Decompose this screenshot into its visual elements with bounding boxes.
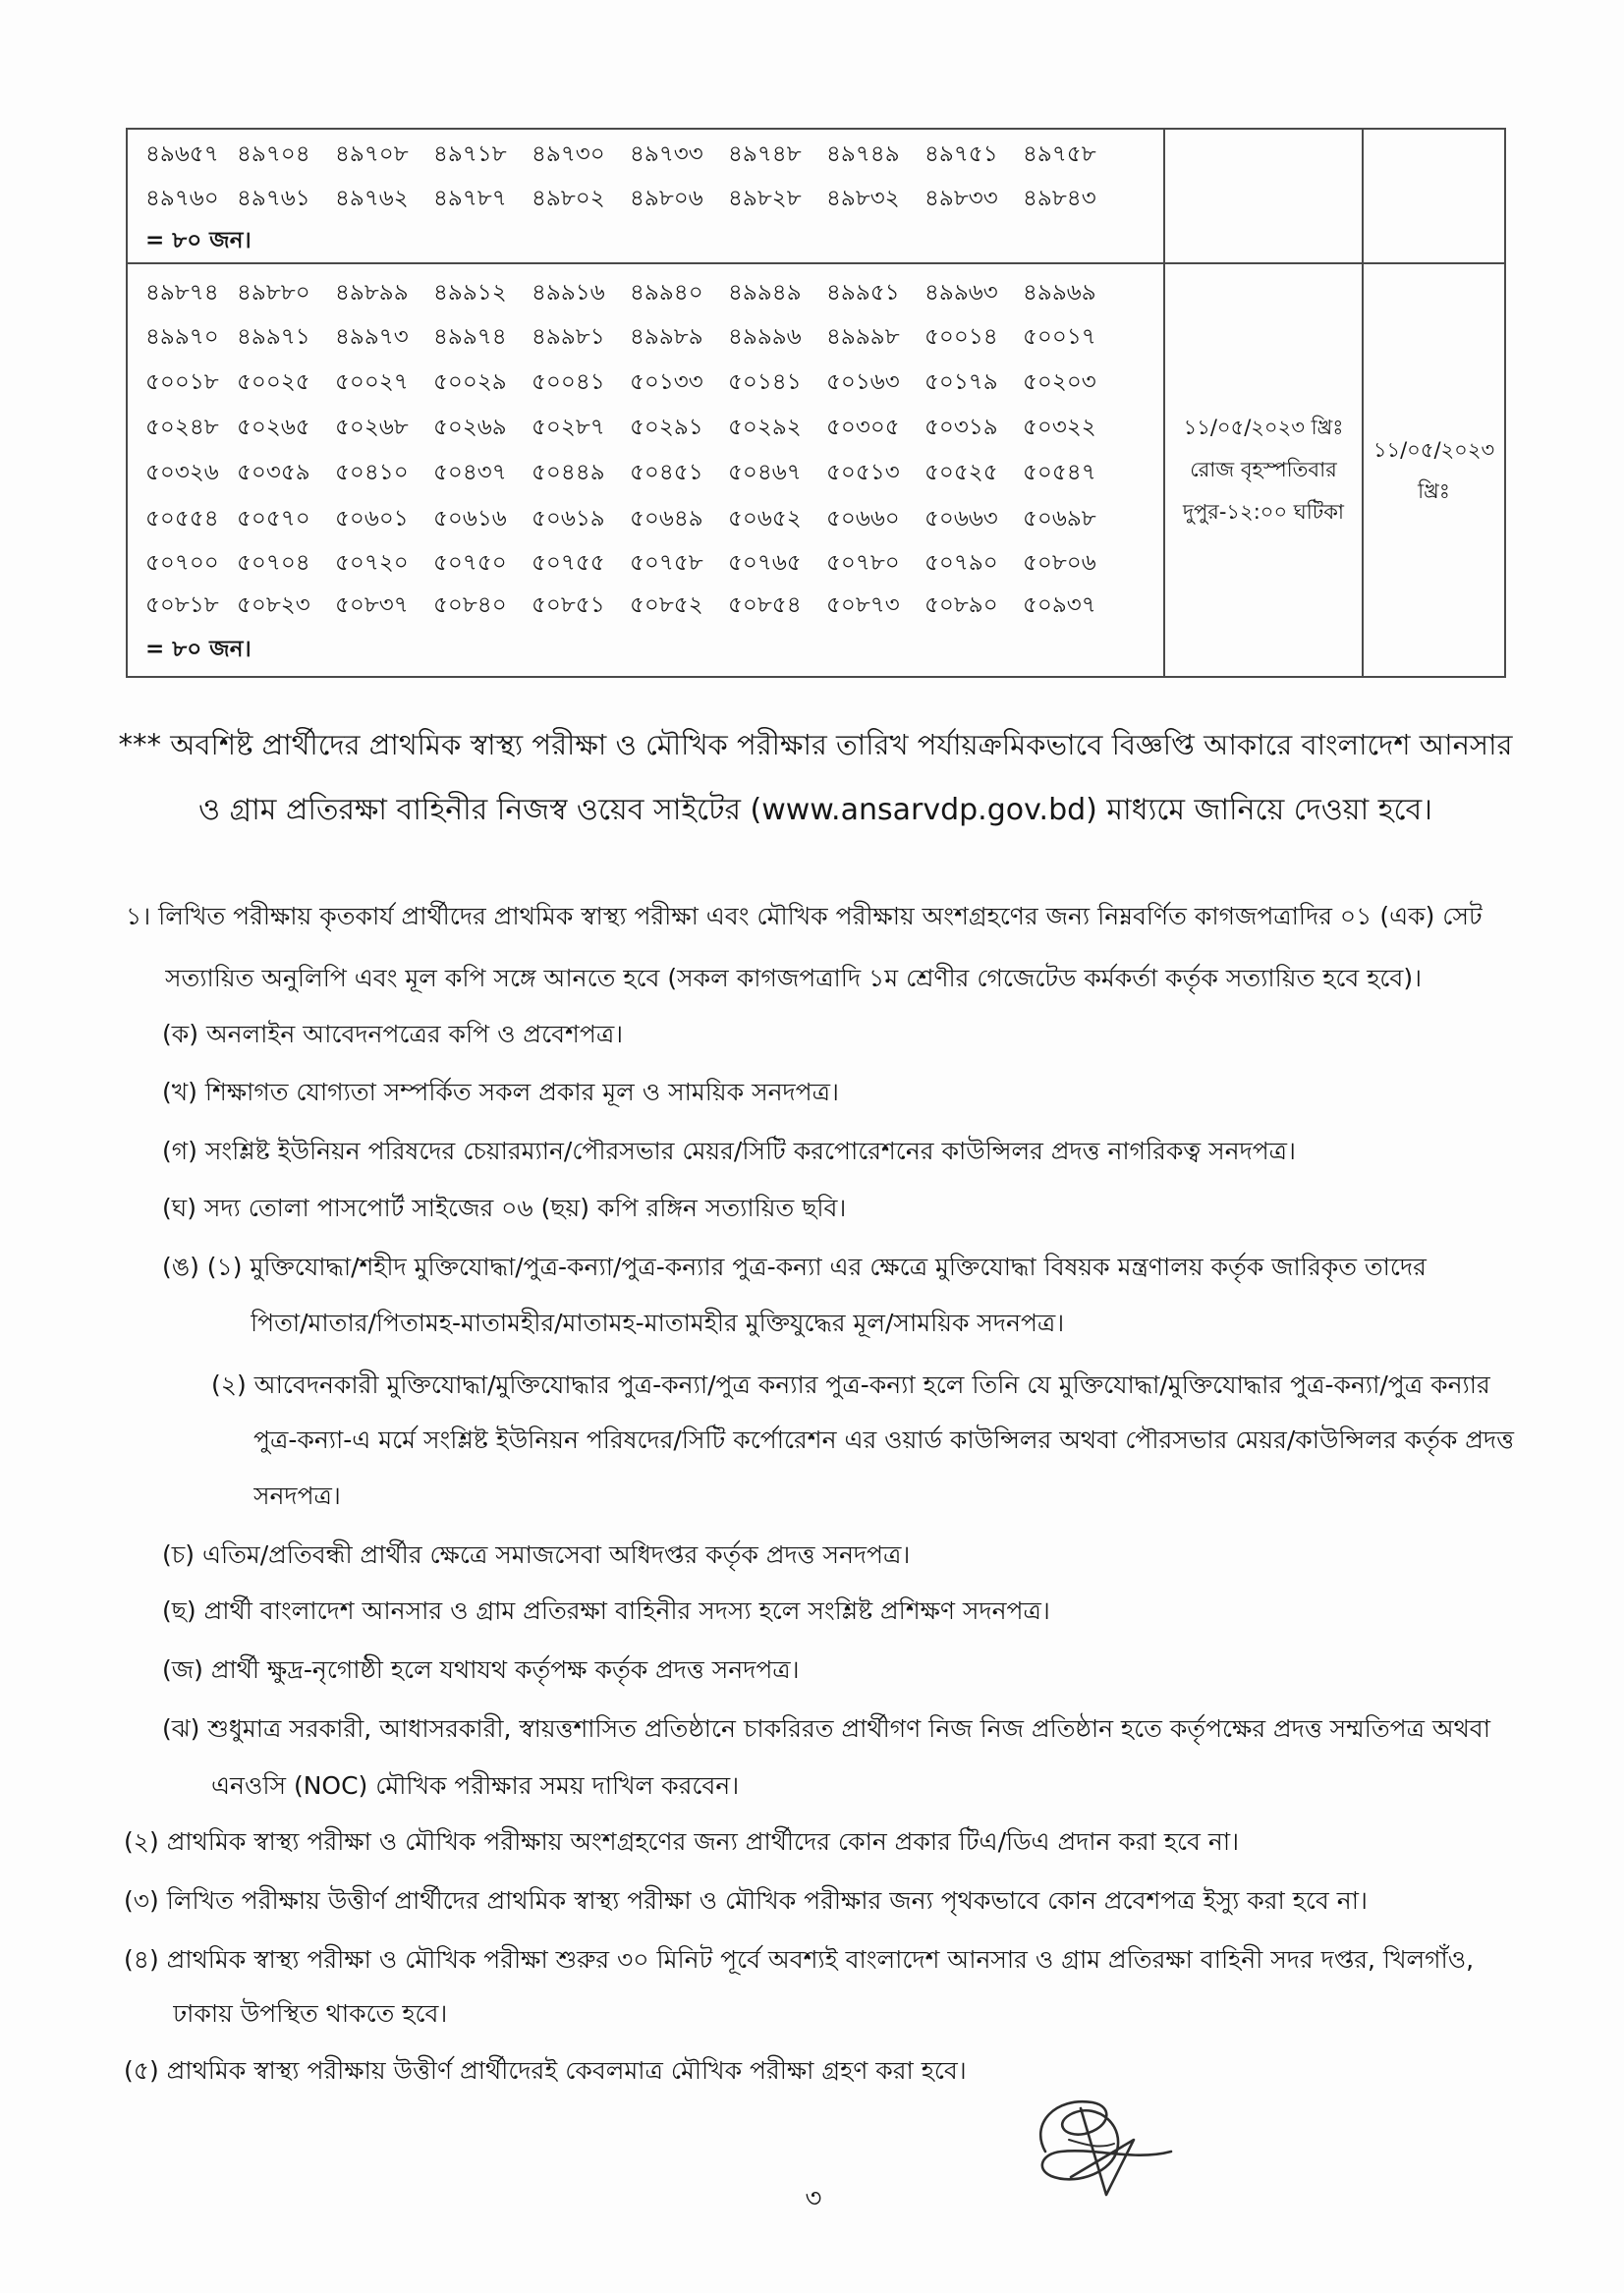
roll-number: ৫০৮৫২ xyxy=(630,592,703,618)
signature xyxy=(1012,2081,1184,2218)
roll-number: ৪৯৭৬২ xyxy=(335,186,409,211)
roll-number: ৫০৬৪৯ xyxy=(630,506,703,531)
roll-number: ৫০০১৪ xyxy=(924,324,998,350)
requirement-intro-line-2: সত্যায়িত অনুলিপি এবং মূল কপি সঙ্গে আনতে হবে (সকল কাগজপত্রাদি ১ম শ্রেণীর গেজেটেড কর্মকর্তা কর্তৃক সত্যায়িত হবে হবে)। xyxy=(165,964,1423,992)
roll-number: ৪৯৭৫৮ xyxy=(1023,141,1096,167)
roll-number: ৫০৭৫৫ xyxy=(532,550,605,576)
roll-number: ৫০৮০৬ xyxy=(1023,550,1096,576)
roll-number: ৫০৭৬৫ xyxy=(728,550,802,576)
roll-number: ৪৯৯১২ xyxy=(433,280,507,306)
roll-number: ৫০৬৯৮ xyxy=(1023,506,1096,531)
exam-date: ১১/০৫/২০২৩ খ্রিঃ xyxy=(1183,416,1344,439)
roll-number: ৫০০১৭ xyxy=(1023,324,1096,350)
roll-number: ৪৯৭১৮ xyxy=(433,141,507,167)
roll-number: ৪৯৯৯৮ xyxy=(826,324,900,350)
roll-cell-row-2 xyxy=(128,264,1165,678)
roll-number: ৪৯৭৫১ xyxy=(924,141,998,167)
roll-number: ৪৯৭৪৮ xyxy=(728,141,802,167)
roll-number: ৫০৯৩৭ xyxy=(1023,592,1096,618)
roll-number: ৪৯৭৮৭ xyxy=(433,186,507,211)
roll-number: ৫০৪৩৭ xyxy=(433,460,507,485)
roll-number: ৪৯৭৩০ xyxy=(532,141,605,167)
requirement-uma-2-line-3: সনদপত্র। xyxy=(253,1482,341,1510)
roll-number: ৫০৭৫৮ xyxy=(630,550,703,576)
roll-line xyxy=(145,455,1121,490)
roll-number: ৪৯৭৬০ xyxy=(145,186,219,211)
roll-number: ৫০৬১৯ xyxy=(532,506,605,531)
note-4-line-2: ঢাকায় উপস্থিত থাকতে হবে। xyxy=(173,1999,448,2028)
roll-number: ৪৯৯৭৪ xyxy=(433,324,507,350)
requirement-ga: (গ) সংশ্লিষ্ট ইউনিয়ন পরিষদের চেয়ারম্যান/পৌরসভার মেয়র/সিটি করপোরেশনের কাউন্সিলর প্রদত্ত নাগরিকত্ব সনদপত্র। xyxy=(162,1137,1296,1165)
requirement-uma-2-line-1: (২) আবেদনকারী মুক্তিযোদ্ধা/মুক্তিযোদ্ধার পুত্র-কন্যা/পুত্র কন্যার পুত্র-কন্যা হলে তিনি যে মুক্তিযোদ্ধা/মুক্তিযোদ্ধার পুত্র-কন্যা/পুত্র কন্যার xyxy=(211,1370,1490,1399)
roll-number: ৫০৪৬৭ xyxy=(728,460,802,485)
roll-number: ৪৯৯৯৬ xyxy=(728,324,802,350)
roll-number: ৪৯৭৬১ xyxy=(237,186,310,211)
notice-line-1: *** অবশিষ্ট প্রার্থীদের প্রাথমিক স্বাস্থ্য পরীক্ষা ও মৌখিক পরীক্ষার তারিখ পর্যায়ক্রমিকভাবে বিজ্ঞপ্তি আকারে বাংলাদেশ আনসার xyxy=(118,728,1513,761)
roll-number: ৪৯৯৮১ xyxy=(532,324,605,350)
roll-number: ৪৯৯৪০ xyxy=(630,280,703,306)
roll-number: ৪৯৮৪৩ xyxy=(1023,186,1096,211)
roll-number-table xyxy=(126,128,1506,678)
roll-number: ৪৯৯৪৯ xyxy=(728,280,802,306)
note-4-line-1: (৪) প্রাথমিক স্বাস্থ্য পরীক্ষা ও মৌখিক পরীক্ষা শুরুর ৩০ মিনিট পূর্বে অবশ্যই বাংলাদেশ আনসার ও গ্রাম প্রতিরক্ষা বাহিনী সদর দপ্তর, খিলগাঁও, xyxy=(124,1945,1475,1974)
notice-line-2: ও গ্রাম প্রতিরক্ষা বাহিনীর নিজস্ব ওয়েব সাইটের (www.ansarvdp.gov.bd) মাধ্যমে জানিয়ে দেওয়া হবে। xyxy=(198,793,1432,827)
roll-number: ৫০৮৫১ xyxy=(532,592,605,618)
roll-line xyxy=(145,181,1121,216)
requirement-ka: (ক) অনলাইন আবেদনপত্রের কপি ও প্রবেশপত্র। xyxy=(162,1020,624,1048)
roll-number: ৫০৮১৮ xyxy=(145,592,219,618)
roll-number: ৪৯৯৬৩ xyxy=(924,280,998,306)
exam-time: দুপুর-১২:০০ ঘটিকা xyxy=(1183,500,1344,524)
roll-number: ৫০২৬৯ xyxy=(433,415,507,440)
roll-number: ৫০৭৫০ xyxy=(433,550,507,576)
roll-number: ৪৯৮৮০ xyxy=(237,280,310,306)
requirement-jha-line-1: (ঝ) শুধুমাত্র সরকারী, আধাসরকারী, স্বায়ত্তশাসিত প্রতিষ্ঠানে চাকরিরত প্রার্থীগণ নিজ নিজ প্রতিষ্ঠান হতে কর্তৃপক্ষের প্রদত্ত সম্মতিপত্র অথবা xyxy=(162,1714,1490,1743)
roll-number: ৫০৭০০ xyxy=(145,550,219,576)
roll-line xyxy=(145,501,1121,536)
result-date-suffix: খ্রিঃ xyxy=(1418,478,1450,503)
roll-number: ৪৯৮২৮ xyxy=(728,186,802,211)
roll-number: ৫০০২৯ xyxy=(433,369,507,395)
roll-number: ৫০২৬৫ xyxy=(237,415,310,440)
row-total: = ৮০ জন। xyxy=(145,637,252,662)
roll-number: ৫০৮৫৪ xyxy=(728,592,802,618)
roll-number: ৫০২৬৮ xyxy=(335,415,409,440)
roll-number: ৫০৮৭৩ xyxy=(826,592,900,618)
roll-line xyxy=(145,275,1121,310)
roll-number: ৫০৮৯০ xyxy=(924,592,998,618)
roll-line xyxy=(145,587,1121,623)
roll-number: ৪৯৯৮৯ xyxy=(630,324,703,350)
requirement-jha-line-2: এনওসি (NOC) মৌখিক পরীক্ষার সময় দাখিল করবেন। xyxy=(211,1771,740,1800)
requirement-uma-1-line-2: পিতা/মাতার/পিতামহ-মাতামহীর/মাতামহ-মাতামহীর মুক্তিযুদ্ধের মূল/সাময়িক সদনপত্র। xyxy=(251,1309,1065,1337)
note-2: (২) প্রাথমিক স্বাস্থ্য পরীক্ষা ও মৌখিক পরীক্ষায় অংশগ্রহণের জন্য প্রার্থীদের কোন প্রকার টিএ/ডিএ প্রদান করা হবে না। xyxy=(124,1827,1240,1856)
roll-number: ৫০৩৫৯ xyxy=(237,460,310,485)
roll-number: ৪৯৯৭১ xyxy=(237,324,310,350)
roll-number: ৫০৩২৬ xyxy=(145,460,219,485)
roll-number: ৫০৫৫৪ xyxy=(145,506,219,531)
roll-number: ৪৯৮৭৪ xyxy=(145,280,219,306)
roll-number: ৫০০৪১ xyxy=(532,369,605,395)
roll-number: ৫০২৪৮ xyxy=(145,415,219,440)
roll-number: ৫০০২৭ xyxy=(335,369,409,395)
roll-number: ৫০৮৪০ xyxy=(433,592,507,618)
roll-number: ৫০৮২৩ xyxy=(237,592,310,618)
roll-cell-row-1 xyxy=(128,130,1165,264)
requirement-intro-line-1: ১। লিখিত পরীক্ষায় কৃতকার্য প্রার্থীদের প্রাথমিক স্বাস্থ্য পরীক্ষা এবং মৌখিক পরীক্ষায় অংশগ্রহণের জন্য নিম্নবর্ণিত কাগজপত্রাদির ০১ (এক) সেট xyxy=(126,902,1483,930)
roll-number: ৫০৪৫১ xyxy=(630,460,703,485)
roll-number: ৫০৫৭০ xyxy=(237,506,310,531)
roll-number: ৪৯৮৯৯ xyxy=(335,280,409,306)
roll-number: ৫০৭০৪ xyxy=(237,550,310,576)
roll-number: ৫০৮৩৭ xyxy=(335,592,409,618)
roll-number: ৪৯৯৭০ xyxy=(145,324,219,350)
roll-number: ৫০৩০৫ xyxy=(826,415,900,440)
roll-number: ৫০৪১০ xyxy=(335,460,409,485)
roll-number: ৪৯৭৩৩ xyxy=(630,141,703,167)
exam-schedule-cell-row-2 xyxy=(1165,264,1364,678)
roll-number: ৪৯৯১৬ xyxy=(532,280,605,306)
requirement-uma-1-line-1: (ঙ) (১) মুক্তিযোদ্ধা/শহীদ মুক্তিযোদ্ধা/পুত্র-কন্যা/পুত্র-কন্যার পুত্র-কন্যা এর ক্ষেত্রে মুক্তিযোদ্ধা বিষয়ক মন্ত্রণালয় কর্তৃক জারিকৃত তাদের xyxy=(162,1253,1427,1281)
roll-number: ৪৯৭৪৯ xyxy=(826,141,900,167)
roll-line xyxy=(145,545,1121,581)
requirement-uma-2-line-2: পুত্র-কন্যা-এ মর্মে সংশ্লিষ্ট ইউনিয়ন পরিষদের/সিটি কর্পোরেশন এর ওয়ার্ড কাউন্সিলর অথবা পৌরসভার মেয়র/কাউন্সিলর কর্তৃক প্রদত্ত xyxy=(253,1426,1514,1454)
roll-number: ৫০৫২৫ xyxy=(924,460,998,485)
roll-number: ৫০৬০১ xyxy=(335,506,409,531)
roll-number: ৫০০২৫ xyxy=(237,369,310,395)
roll-number: ৪৯৮৩৩ xyxy=(924,186,998,211)
requirement-kha: (খ) শিক্ষাগত যোগ্যতা সম্পর্কিত সকল প্রকার মূল ও সাময়িক সনদপত্র। xyxy=(162,1078,839,1106)
roll-number: ৫০৪৪৯ xyxy=(532,460,605,485)
roll-number: ৫০৫১৩ xyxy=(826,460,900,485)
roll-number: ৪৯৭০৪ xyxy=(237,141,310,167)
roll-number: ৫০৬৬৩ xyxy=(924,506,998,531)
row-total: = ৮০ জন। xyxy=(145,228,252,253)
roll-line xyxy=(145,137,1121,172)
roll-number: ৪৯৭০৮ xyxy=(335,141,409,167)
roll-number: ৫০৬৫২ xyxy=(728,506,802,531)
exam-schedule-cell-row-1 xyxy=(1165,130,1364,264)
roll-number: ৫০২৯১ xyxy=(630,415,703,440)
result-date: ১১/০৫/২০২৩ xyxy=(1372,437,1495,462)
roll-number: ৫০১৪১ xyxy=(728,369,802,395)
requirement-chha: (ছ) প্রার্থী বাংলাদেশ আনসার ও গ্রাম প্রতিরক্ষা বাহিনীর সদস্য হলে সংশ্লিষ্ট প্রশিক্ষণ সদনপত্র। xyxy=(162,1596,1050,1625)
roll-number: ৪৯৯৫১ xyxy=(826,280,900,306)
roll-number: ৫০৩১৯ xyxy=(924,415,998,440)
roll-number: ৫০৭২০ xyxy=(335,550,409,576)
result-date-cell-row-1 xyxy=(1364,130,1506,264)
roll-number: ৪৯৮০৬ xyxy=(630,186,703,211)
roll-number: ৫০১৬৩ xyxy=(826,369,900,395)
requirement-cha: (চ) এতিম/প্রতিবন্ধী প্রার্থীর ক্ষেত্রে সমাজসেবা অধিদপ্তর কর্তৃক প্রদত্ত সনদপত্র। xyxy=(162,1540,911,1569)
roll-number: ৪৯৮৩২ xyxy=(826,186,900,211)
roll-number: ৫০১৩৩ xyxy=(630,369,703,395)
roll-number: ৪৯৯৬৯ xyxy=(1023,280,1096,306)
page-number: ৩ xyxy=(805,2184,822,2213)
exam-day: রোজ বৃহস্পতিবার xyxy=(1190,458,1337,481)
roll-line xyxy=(145,410,1121,445)
roll-number: ৫০৫৪৭ xyxy=(1023,460,1096,485)
roll-number: ৫০০১৮ xyxy=(145,369,219,395)
result-date-cell-row-2 xyxy=(1364,264,1506,678)
roll-number: ৪৯৯৭৩ xyxy=(335,324,409,350)
roll-number: ৫০২০৩ xyxy=(1023,369,1096,395)
roll-number: ৫০৩২২ xyxy=(1023,415,1096,440)
roll-number: ৫০৬৬০ xyxy=(826,506,900,531)
roll-number: ৫০১৭৯ xyxy=(924,369,998,395)
roll-number: ৫০৬১৬ xyxy=(433,506,507,531)
roll-line xyxy=(145,364,1121,400)
roll-number: ৫০২৮৭ xyxy=(532,415,605,440)
roll-number: ৪৯৮০২ xyxy=(532,186,605,211)
requirement-gha: (ঘ) সদ্য তোলা পাসপোর্ট সাইজের ০৬ (ছয়) কপি রঙ্গিন সত্যায়িত ছবি। xyxy=(162,1194,847,1222)
roll-number: ৪৯৬৫৭ xyxy=(145,141,219,167)
roll-number: ৫০২৯২ xyxy=(728,415,802,440)
note-5: (৫) প্রাথমিক স্বাস্থ্য পরীক্ষায় উত্তীর্ণ প্রার্থীদেরই কেবলমাত্র মৌখিক পরীক্ষা গ্রহণ করা হবে। xyxy=(124,2056,967,2085)
roll-line xyxy=(145,319,1121,355)
note-3: (৩) লিখিত পরীক্ষায় উত্তীর্ণ প্রার্থীদের প্রাথমিক স্বাস্থ্য পরীক্ষা ও মৌখিক পরীক্ষার জন্য পৃথকভাবে কোন প্রবেশপত্র ইস্যু করা হবে না। xyxy=(124,1886,1368,1915)
roll-number: ৫০৭৯০ xyxy=(924,550,998,576)
roll-number: ৫০৭৮০ xyxy=(826,550,900,576)
requirement-ja: (জ) প্রার্থী ক্ষুদ্র-নৃগোষ্ঠী হলে যথাযথ কর্তৃপক্ষ কর্তৃক প্রদত্ত সনদপত্র। xyxy=(162,1655,800,1684)
